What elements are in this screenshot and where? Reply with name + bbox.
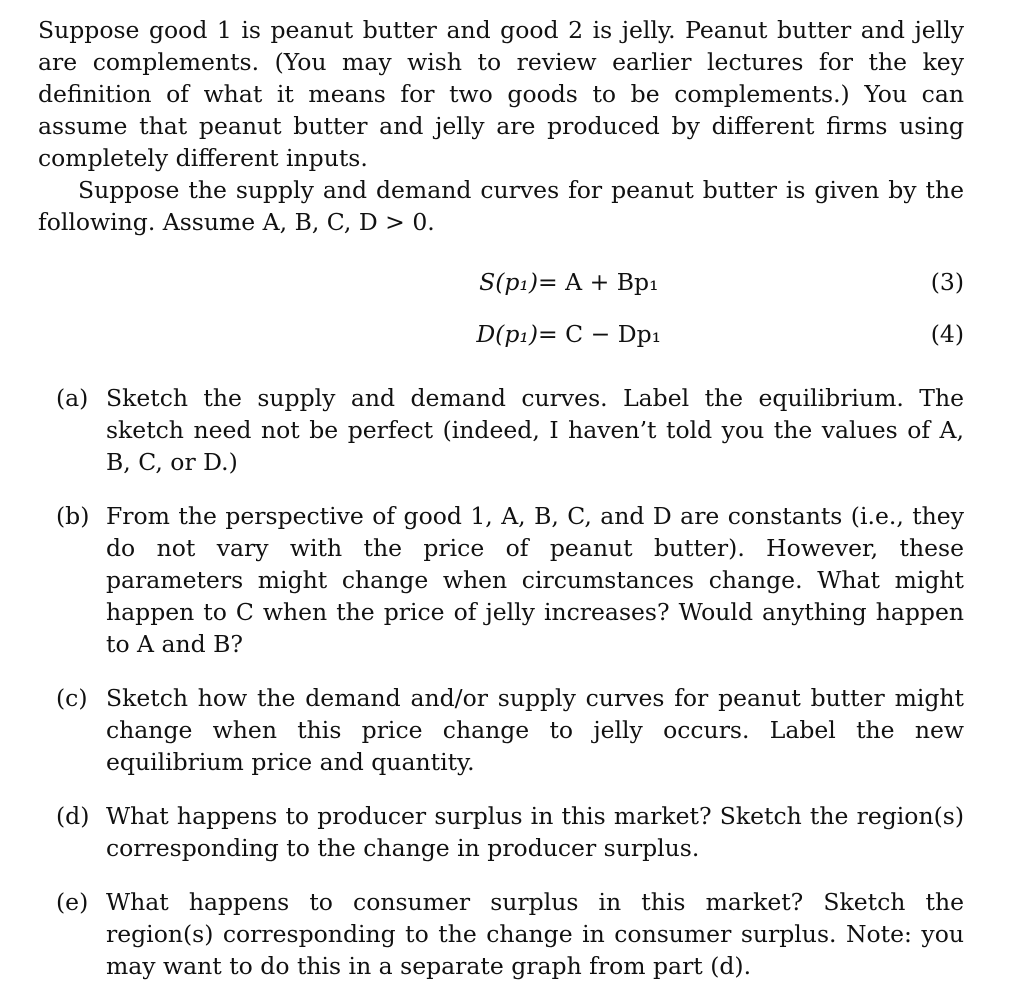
question-part-d (38, 800, 964, 864)
equation-demand (38, 312, 964, 364)
intro-paragraph-1: Suppose good 1 is peanut butter and good 2 is jelly. Peanut butter and jelly are complements. (You may wish to review earlier lectures for the key definition of what it means for two goods to be complements.) You can assume that peanut butter and jelly are produced by different firms using completely different inputs. (38, 16, 964, 172)
equation-supply (38, 260, 964, 312)
part-text: What happens to consumer surplus in this market? Sketch the region(s) corresponding to the change in consumer surplus. Note: you may want to do this in a separate graph from part (d). (106, 888, 964, 980)
equation-block (38, 260, 964, 364)
question-part-e (38, 886, 964, 982)
equation-rhs: = A + Bp₁ (538, 268, 659, 296)
question-part-c (38, 682, 964, 778)
part-text: From the perspective of good 1, A, B, C, and D are constants (i.e., they do not vary with the price of peanut butter). However, these parameters might change when circumstances change. What might happen to C when the price of jelly increases? Would anything happen to A and B? (106, 502, 964, 658)
question-part-b (38, 500, 964, 660)
part-label: (d) (56, 802, 90, 830)
equation-lhs: S(p₁) (479, 268, 538, 296)
part-label: (b) (56, 502, 90, 530)
problem-document (38, 14, 964, 1004)
part-label: (a) (56, 384, 89, 412)
intro-paragraph-2: Suppose the supply and demand curves for peanut butter is given by the following. Assume A, B, C, D > 0. (38, 176, 964, 236)
equation-number: (3) (930, 268, 964, 296)
equation-lhs: D(p₁) (476, 320, 538, 348)
part-text: Sketch the supply and demand curves. Label the equilibrium. The sketch need not be perfect (indeed, I haven’t told you the values of A, B, C, or D.) (106, 384, 964, 476)
part-label: (e) (56, 888, 89, 916)
equation-number: (4) (930, 320, 964, 348)
part-label: (c) (56, 684, 88, 712)
part-text: Sketch how the demand and/or supply curves for peanut butter might change when this price change to jelly occurs. Label the new equilibrium price and quantity. (106, 684, 964, 776)
equation-rhs: = C − Dp₁ (538, 320, 662, 348)
question-part-a (38, 382, 964, 478)
part-text: What happens to producer surplus in this market? Sketch the region(s) corresponding to the change in producer surplus. (106, 802, 964, 862)
question-parts-list (38, 382, 964, 982)
